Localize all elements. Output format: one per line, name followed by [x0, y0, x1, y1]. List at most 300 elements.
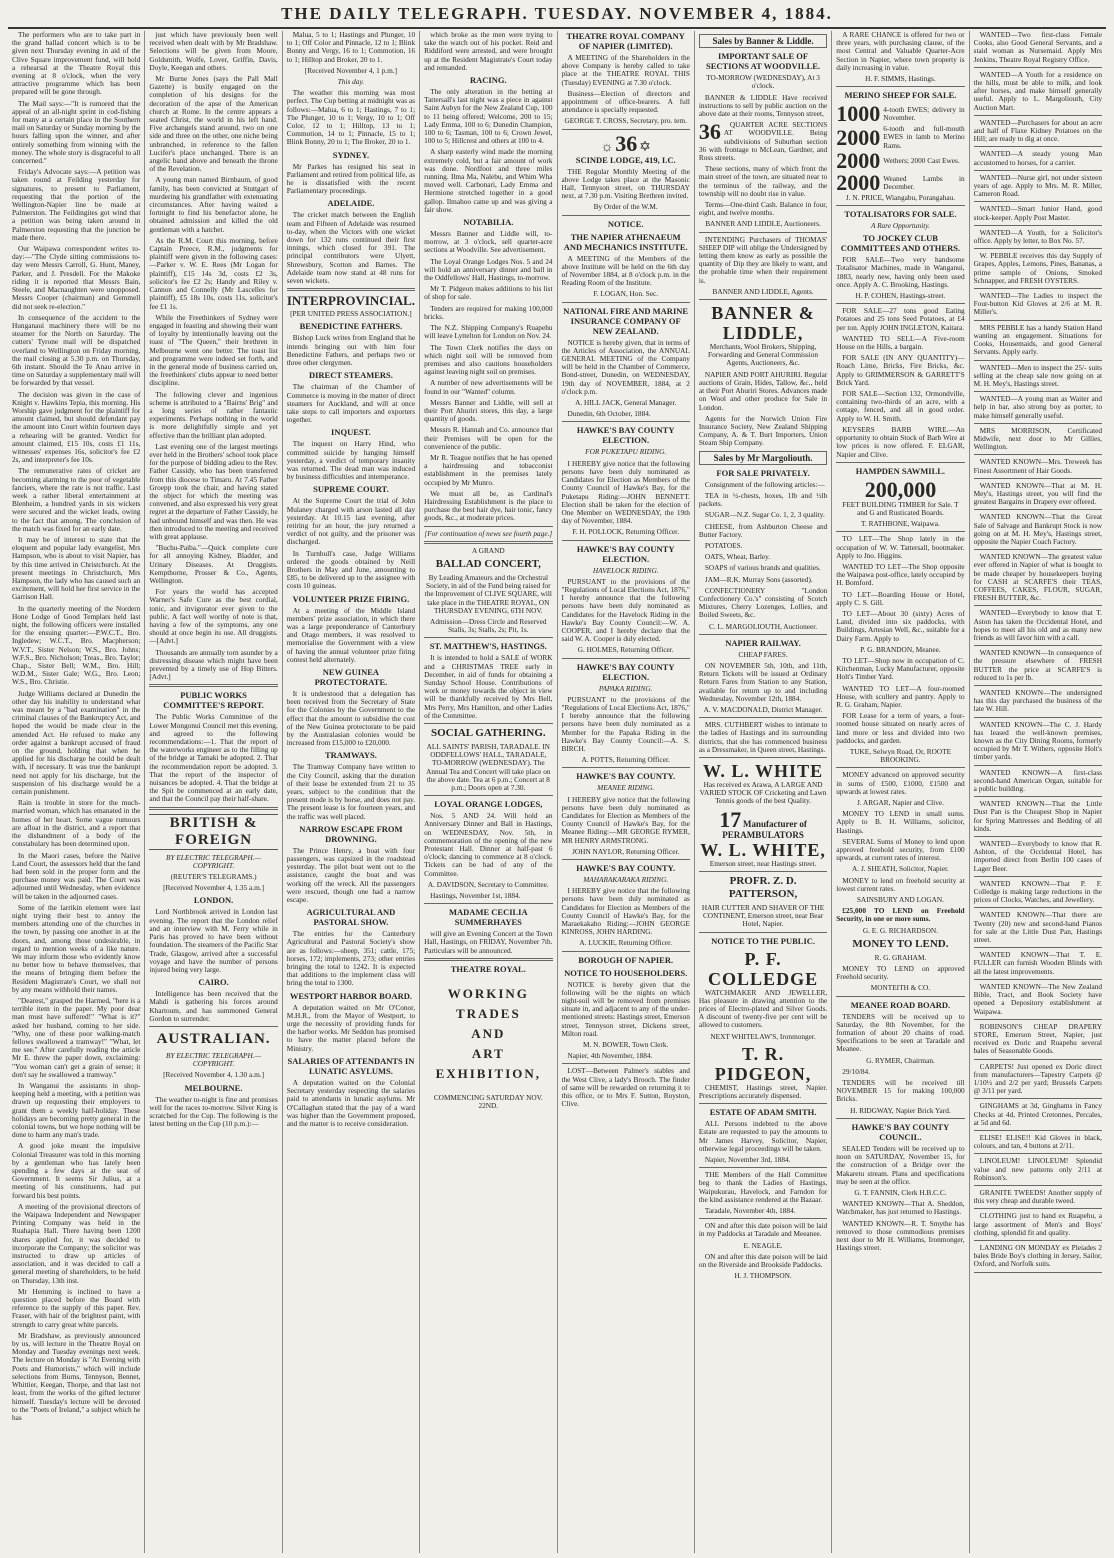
- divider: [974, 146, 1102, 147]
- paragraph: WANTED—The Ladies to inspect the Four-button Kid Gloves at 2/6 at M. R. Miller's.: [973, 291, 1102, 317]
- borough-sub: NOTICE TO HOUSEHOLDERS.: [564, 967, 688, 978]
- money-to-lend: MONEY TO LEND.: [852, 937, 949, 950]
- banner-liddle-banner: BANNER & LIDDLE,: [711, 303, 815, 344]
- col1-paragraphs: [12, 31, 140, 1422]
- paragraph: WANTED KNOWN—The New Zealand Bible, Tract, and Book Society have opened a Depository establishment at Waipawa.: [973, 981, 1102, 1016]
- divider: [836, 86, 964, 87]
- inquest-text: The inquest on Harry Hind, who committed suicide by hanging himself yesterday, a verdict of temporary insanity was returned. The dead man was induced by business difficulties and intemperance.: [286, 439, 416, 482]
- westport-heading: WESTPORT HARBOR BOARD.: [289, 990, 412, 1001]
- divider: [974, 1208, 1102, 1209]
- australian-heading: AUSTRALIAN.: [156, 1030, 271, 1047]
- nfm-sign: A. HILL JACK, General Manager.: [575, 398, 677, 408]
- divider: [974, 423, 1102, 424]
- merino-row: [836, 125, 964, 150]
- paragraph: WANTED—A Youth for a residence on the hills, must be able to milk, and look after horses, and make himself generally useful. Apply to L. Margoliouth, City Auction Mart.: [973, 69, 1102, 112]
- hb5-sign: A. LUCKIE, Returning Officer.: [579, 938, 673, 948]
- paragraph: Rain is trouble in store for the much-married woman, which has emanated in the homes of her heart. Some vague rumours are afloat in the district, and a report that the disbandment of a body of the constabulary has been determined upon.: [12, 798, 141, 849]
- patterson-text: HAIR CUTTER AND SHAVER OF THE CONTINENT, Emerson street, near Bear Hotel, Napier.: [701, 903, 825, 929]
- divider: [149, 1026, 277, 1027]
- concert-admission: Admission—Dress Circle and Reserved Stalls, 3s; Stalls, 2s; Pit, 1s.: [430, 616, 547, 635]
- divider: [974, 1059, 1102, 1060]
- paragraph: The Mail says:—"It is rumored that the appeal of an all-night sprint in cod-fishing for many at a certain place in the Southern mail on Saturday or Sunday morning by the hours falling upon the winner, and after entirely something from winning with the money. The whole story is disgraceful to all concerned.": [12, 98, 141, 166]
- ds-heading: DIRECT STEAMERS.: [308, 370, 393, 381]
- hb2-sign: G. HOLMES, Returning Officer.: [577, 645, 674, 655]
- col2-paragraphs: [149, 31, 277, 681]
- bf-sub: BY ELECTRIC TELEGRAPH.—COPYRIGHT.: [166, 852, 262, 870]
- divider: [424, 903, 552, 904]
- paragraph: ELISE! ELISE!! Kid Gloves in black, colours, and tan, 4 buttons at 2/11.: [973, 1132, 1102, 1151]
- estate-heading: ESTATE OF ADAM SMITH.: [709, 1107, 817, 1118]
- railway-sub: CHEAP FARES.: [738, 649, 788, 659]
- estate-date: Napier, November 3rd, 1884.: [704, 1155, 791, 1165]
- to-let-1: TO LET—The Shop lately in the occupation of W. W. Tattersall, bootmaker. Apply to Jno. Higgins.: [836, 534, 965, 560]
- divider: [974, 1130, 1102, 1131]
- paragraph: WANTED—A steady young Man accustomed to horses, for a carrier.: [973, 149, 1102, 167]
- athenaeum-heading: THE NAPIER ATHENAEUM AND MECHANICS INSTITUTE.: [563, 231, 688, 252]
- volunteer-text: At a meeting of the Middle Island members' prize association, in which there was a large preponderance of Canterbury and Otago members, it was resolved to memorialise the Government with a view of having the annual volunteer prize firing contest held alternately.: [286, 605, 416, 664]
- masthead: THE DAILY TELEGRAPH. TUESDAY. NOVEMBER 4, 1884.: [8, 4, 1106, 29]
- hb4-heading: HAWKE'S BAY COUNTY.: [576, 771, 676, 782]
- county-council-text: SEALED Tenders will be received up to noon on SATURDAY, November 15, for the construction of a Bridge over the Makaretu stream. Plans and specifications may be seen at the office.: [836, 1143, 965, 1186]
- divider: [974, 391, 1102, 392]
- paragraph: Some of the larrikin element were last night trying their best to annoy the members attending one of the churches in the town, by passing one another in at the doors, and, among those undesirable, in regard to mention weeks of a like nature. We may inform those who evidently know no better how to behave themselves, that the means of bringing them before the Resident Magistrate's Court, we shall not by any means withhold their names.: [12, 902, 141, 994]
- divider: [699, 1167, 827, 1168]
- meanee-road-text: TENDERS will be received up to Saturday, the 8th November, for the formation of about 20 chains of road. Specifications to be seen at Taradale and Meanee.: [836, 1011, 965, 1054]
- lend-sign: G. E. G. RICHARDSON.: [862, 925, 939, 935]
- hb1-heading: HAWKE'S BAY COUNTY ELECTION.: [576, 425, 675, 446]
- salaries-heading: SALARIES OF ATTENDANTS IN LUNATIC ASYLUMS.: [287, 1055, 415, 1076]
- theatre-company-text: A MEETING of the Shareholders in the above Company is hereby called to take place at the THEATRE ROYAL THIS (Tuesday) EVENING at 7.30 o'clock.: [561, 53, 690, 87]
- wanted-known-1: WANTED KNOWN—That A. Sheddon, Watchmaker, has just returned to Hastings.: [836, 1199, 965, 1217]
- sheep-dip-text: INTENDING Purchasers of THOMAS' SHEEP DIP will oblige the Undersigned by letting them know as early as possible the quantity of Dip they are likely to want, and the probable time when their requirement is.: [698, 234, 828, 285]
- merino-count: 1000: [836, 101, 881, 127]
- money-4: MONEY to lend on freehold security at lowest current rates.: [836, 875, 965, 893]
- hampden-heading: HAMPDEN SAWMILL.: [855, 465, 946, 476]
- woodville-text-b: QUARTER ACRE SECTIONS AT WOODVILLE. Being subdivisions of Suburban section 36 with frontage to McLean, Gardner, and Ross streets.: [698, 120, 828, 163]
- divider: [974, 170, 1102, 171]
- paragraph: LINOLEUM! LINOLEUM! Splendid value and new patterns only 2/11 at Robinson's.: [973, 1156, 1102, 1182]
- sydney-text: Mr Parkes has resigned his seat in Parliament and retired from political life, as he is dissatisfied with the recent Parliamentary proceedings.: [286, 161, 416, 196]
- paragraph: The following clever and ingenious scheme is attributed to a "Bairns' Brig" and a long series of rather fantastic experiments. Perhaps nothing in the world is more delightfully simple and yet effective than the brilliant plan adopted.: [149, 389, 278, 440]
- continuation-note: [For continuation of news see fourth page.]: [424, 528, 553, 538]
- paragraph: WANTED—A young man as Waiter and help in bar, also strong boy as porter, to make himself generally useful.: [973, 394, 1102, 420]
- paragraph: Messrs R. Hannah and Co. announce that their Premises will be open for the convenience of the public.: [424, 425, 553, 451]
- paragraph: just which have previously been well received when dealt with by Mr Bradshaw. Selections will be given from Moore, Goldsmith, Wolfe, Lover, Griffin, Davis, Doyle, Keegan and others.: [149, 31, 278, 72]
- theatre-company-sign: GEORGE T. CROSS, Secretary, pro. tem.: [564, 116, 687, 126]
- divider: [974, 225, 1102, 226]
- paragraph: Thousands are annually torn asunder by a distressing disease which might have been prevented by a timely use of Hop Bitters. [Advt.]: [149, 647, 278, 682]
- divider: [974, 454, 1102, 455]
- banner-liddle-desc-b: NAPIER AND PORT AHURIRI. Regular auctions of Grain, Hides, Tallow, &c., held at their Port Ahuriri Stores. Advances made on Wool and other produce for Sale in London.: [698, 369, 828, 412]
- madame-heading: MADAME CECILIA SUMMERHAYES: [449, 907, 528, 928]
- hampden-sign: T. RATHBONE, Waipawa.: [861, 519, 940, 529]
- westport-text: A deputation waited on Mr O'Conor, M.H.R., from the Mayor of Westport, to urge the necessity of providing funds for the harbor works. Mr Seddon has promised to have the matter placed before the Ministry.: [286, 1002, 416, 1053]
- divider: [699, 299, 827, 300]
- paragraph: WANTED KNOWN—That the Little Dust Pan is the Cheapest Shop in Napier for Spring Mattresses and Bedding of all kinds.: [973, 799, 1102, 833]
- colledge-banner: P. F. COLLEDGE: [708, 948, 819, 989]
- merino-row: [836, 103, 964, 125]
- divider: [974, 115, 1102, 116]
- divider: [836, 996, 964, 997]
- divider: [836, 767, 964, 768]
- hb3-sub: PAPAKA RIDING.: [598, 683, 653, 693]
- divider: [699, 634, 827, 635]
- divider: [424, 958, 552, 961]
- cairo-heading: CAIRO.: [198, 977, 229, 988]
- meanee-road-date: 29/10/84.: [842, 1066, 871, 1076]
- paragraph: GINGHAMS at 3d, Ginghams in Fancy Checks at 4d, Printed Cretonnes, Percales, at 5d and 6d.: [973, 1101, 1102, 1127]
- notabilia-heading: NOTABILIA.: [463, 217, 514, 228]
- bf-agency: (REUTER'S TELEGRAMS.): [170, 872, 257, 882]
- divider: [562, 215, 690, 216]
- paragraph: WANTED KNOWN—That the Great Sale of Salvage and Bankrupt Stock is now going on at M. H. Mey's, Hastings street, opposite the Napier Coach Factory.: [973, 512, 1102, 546]
- paragraph: Messrs Banner and Liddle will, to-morrow, at 3 o'clock, sell quarter-acre sections at Woodville. See advertisement.: [424, 229, 553, 255]
- hb3-text: PURSUANT to the provisions of the "Regulations of Local Elections Act, 1876," I hereby announce that the following persons have been duly nominated as a Member for the Papaka Riding in the Hawke's Bay County Council:—A. S. BIRCH.: [561, 694, 690, 753]
- rare-chance-text: A RARE CHANCE is offered for two or three years, with purchasing clause, of the most Central and Valuable Quarter-Acre Section in Napier, where town property is daily increasing in value.: [836, 31, 965, 72]
- merino-heading: MERINO SHEEP FOR SALE.: [844, 90, 957, 101]
- orange-lodges-text: Nos. 5 AND 24. Will hold an Anniversary Dinner and Ball in Hastings, on WEDNESDAY, Nov. 5th, in commemoration of the opening of the new Protestant Hall. Dinner at half-past 6 o'clock; dancing to commence at 8 o'clock. Tickets can be had of any of the Committee.: [424, 811, 553, 878]
- for-sale-2: WANTED TO SELL—A Five-room House on the Hills, a bargain.: [836, 333, 965, 352]
- merino-count: 2000: [836, 169, 881, 195]
- margoliouth-heading: Sales by Mr Margoliouth.: [699, 451, 827, 465]
- exhibition-date: COMMENCING SATURDAY NOV. 22ND.: [433, 1092, 543, 1111]
- pidgeon-text: CHEMIST, Hastings street, Napier. Prescriptions accurately dispensed.: [698, 1082, 828, 1101]
- jockey-club-sign: H. P. COHEN, Hastings-street.: [855, 291, 946, 301]
- hb5-text: I HEREBY give notice that the following persons have been duly nominated as Candidates for Election as Members of the County Council of Hawke's Bay, for the Maraekakaho Riding:—JOHN GEORGE KINROSS, JOHN HARDING.: [561, 886, 690, 937]
- divider: [836, 531, 964, 532]
- hb4-sign: JOHN NAYLOR, Returning Officer.: [572, 846, 680, 856]
- aus-sub: BY ELECTRIC TELEGRAPH.—COPYRIGHT.: [166, 1050, 262, 1069]
- to-let-4: TO LET—About 30 (sixty) Acres of Land, divided into six paddocks, with Buildings, Artesian Well, &c., suitable for a Dairy Farm. Apply to: [836, 608, 965, 643]
- paragraph: WANTED KNOWN—That there are Twenty (20) new and second-hand Pianos for sale at the Little Dust Pan, Hastings street.: [973, 910, 1102, 945]
- lease-text: FOR Lease for a term of years, a four-roomed house situated on nearly acres of land more or less and divided into two paddocks, and garden.: [836, 711, 965, 745]
- tramways-heading: TRAMWAYS.: [324, 750, 377, 761]
- nfm-date: Dunedin, 6th October, 1884.: [567, 409, 651, 419]
- paragraph: WANTED KNOWN—That T. E. FULLER can furnish Wooden Blinds with all the latest improvements.: [973, 950, 1102, 976]
- white-text-3: Emerson street, near Hastings street.: [709, 858, 817, 868]
- inquest-heading: INQUEST.: [331, 427, 371, 438]
- column-1: [8, 31, 144, 1553]
- paragraph: MRS PEBBLE has a handy Station Hand wanting an engagement. Situations for Cooks, Housemaids, and good General Servants. Apply early.: [973, 322, 1102, 357]
- cuthbert-text: MRS. CUTHBERT wishes to intimate to the ladies of Hastings and its surrounding districts, that she has commenced business as a Dressmaker, in Queen street, Hastings.: [698, 720, 828, 754]
- athenaeum-sign: F. LOGAN, Hon. Sec.: [593, 289, 659, 299]
- salaries-text: A deputation waited on the Colonial Secretary yesterday respecting the salaries paid to attendants in lunatic asylums. Mr O'Callaghan stated that the pay of a ward was higher than the Government proposed, and the matter is to receive consideration.: [286, 1077, 416, 1128]
- divider: [562, 658, 690, 659]
- hall-text: THE Members of the Hall Committee beg to thank the Ladies of Hastings, Waipukurau, Havelock, and Farndon for the kind assistance rendered at the Bazaar.: [698, 1170, 828, 1204]
- column-6: [694, 31, 831, 1553]
- hb1-text: I HEREBY give notice that the following persons have been duly nominated as Candidates for Election as Members of the County Council of Hawke's Bay, for the Puketapu Riding:—JOHN BENNETT. Election shall be taken for the election of One Member on WEDNESDAY, the 19th day of November, 1884.: [561, 458, 690, 526]
- lodge-number: 36: [615, 130, 638, 156]
- paragraph: CONFECTIONERY "London Confectionery Co.'s" consisting of Scotch Mixtures, Cherry Lozenges, Lollies, and Boiled Sweets, &c.: [698, 585, 828, 620]
- tramways-text: The Tramway Company have written to the City Council, asking that the duration of their lease be extended from 21 to 35 years, subject to the condition that the present mode is by horse, and does not pay. The present lease is for fourteen years, and the traffic was well placed.: [286, 762, 416, 821]
- interprovincial-sub: [PER UNITED PRESS ASSOCIATION.]: [290, 309, 412, 319]
- poison-notice-1-sign: E. NEAGLE.: [743, 1240, 783, 1250]
- divider: [699, 717, 827, 718]
- paragraph: WANTED KNOWN—In consequence of the pressure elsewhere of FRESH BUTTER the price at SCARFE'S is reduced to 1s per lb.: [973, 648, 1102, 682]
- divider: [836, 1118, 964, 1119]
- column-7: [831, 31, 968, 1553]
- margoliouth-sign: C. L. MARGOLIOUTH, Auctioneer.: [709, 621, 818, 631]
- railway-sign: A. V. MACDONALD, District Manager.: [703, 704, 823, 714]
- ds-text: The chairman of the Chamber of Commerce is moving in the matter of direct steamers for Auckland, and will at once take steps to call importers and exporters together.: [286, 382, 416, 425]
- merino-desc: 6-tooth and full-mouth EWES in lamb to Merino Rams.: [883, 124, 965, 150]
- to-let-3: TO LET—Boarding House or Hotel, apply C. S. Gill.: [836, 589, 965, 607]
- concert-body: By Leading Amateurs and the Orchestral Society, in aid of the Fund being raised for the Improvement of CLIVE SQUARE, will take place in the THEATRE ROYAL, ON THURSDAY EVENING, 6TH NOV.: [424, 572, 552, 615]
- paragraph: WANTED—A Youth, for a Solicitor's office. Apply by letter, to Box No. 57.: [973, 227, 1102, 246]
- divider: [974, 248, 1102, 249]
- paragraph: CARPETS! Just opened ex Doric direct from manufacturers—Tapestry Carpets @ 1/10½ and 2/2 per yard; Brussels Carpets @ 3/11 per yard.: [973, 1061, 1102, 1096]
- divider: [562, 951, 690, 952]
- bricks-text: TENDERS will be received till NOVEMBER 15 for making 100,000 Bricks.: [836, 1078, 965, 1104]
- aus-text: The weather to-night is fine and promises well for the races to-morrow. Silver King is scratched for the Cup. The following is the latest betting on the Cup (10 p.m.):—: [149, 1094, 278, 1129]
- jockey-club-heading: TO JOCKEY CLUB COMMITTEES AND OTHERS.: [840, 233, 961, 254]
- masonic-emblem-block: [562, 130, 690, 156]
- divider: [974, 1185, 1102, 1186]
- divider: [974, 1272, 1102, 1273]
- divider: [287, 288, 415, 291]
- divider: [974, 360, 1102, 361]
- paragraph: GRANITE TWEEDS! Another supply of this very cheap and durable tweed.: [973, 1187, 1102, 1206]
- new-guinea-text: It is understood that a delegation has been received from the Secretary of State for the Colonies by the Government to the effect that the amount to subsidise the cost of the New Guinea protectorate to be paid by the Australasian colonies would be increased from £15,000 to £20,000.: [286, 688, 416, 748]
- divider: [424, 541, 552, 544]
- white-number: 17: [719, 806, 742, 832]
- paragraph: A number of new advertisements will be found in our "Wanted" column.: [424, 378, 553, 396]
- for-sale-1: FOR SALE—27 tons good Eating Potatoes and 25 tons Seed Potatoes, at £4 per ton. Apply JOHN INGLETON, Kaitara.: [836, 306, 965, 332]
- col4-p1: which broke as the men were trying to take the watch out of his pocket. Reid and Riddiford were arrested, and were brought up at the Resident Magistrate's Court today and remanded.: [424, 31, 553, 72]
- divider: [699, 1103, 827, 1104]
- hb1-sub: FOR PUKETAPU RIDING.: [585, 447, 667, 457]
- paragraph: "Buchu-Paiba."—Quick complete cure for all annoying Kidney, Bladder, and Urinary Diseases. At Druggists. Kempthorne, Prosser & Co., Agents, Wellington.: [149, 543, 278, 585]
- hb2-text: PURSUANT to the provisions of the "Regulations of Local Elections Act, 1876," I hereby announce that the following persons have been duly nominated as Candidates for the Havelock Riding in the Hawke's Bay County Council:—W. A. COOPER, and I hereby declare that the said W. A. Cooper is duly elected.: [561, 576, 690, 644]
- columns: [8, 31, 1106, 1553]
- theatre-royal-head: THEATRE ROYAL.: [450, 963, 526, 974]
- paragraph: While the Freethinkers of Sydney were engaged in feasting and showing their want of loyalty by intentionally leaving out the toast of "The Queen," their brethren in Melbourne went one better. The toast list and programme were indeed set forth, and in the general mode of business carried on, the freethinkers' clubs appear to need better discipline.: [149, 312, 278, 388]
- divider: [836, 303, 964, 304]
- narrow-escape-text: The Prince Henry, a boat with four passengers, was capsized in the roadstead yesterday. The pilot boat went out to the assistance, caught the boat and was working off the wreck. All the passengers were rescued, though one had a narrow escape.: [286, 845, 416, 905]
- divider: [424, 723, 552, 724]
- woodville-text: BANNER & LIDDLE Have received instructions to sell by public auction on the above date at their rooms, Tennyson street,: [698, 92, 828, 119]
- to-let-6: WANTED TO LET—A four-roomed House, with scullery and pantry. Apply to R. G. Graham, Napier.: [836, 683, 965, 709]
- divider: [974, 836, 1102, 837]
- masonic-compass-icon: ✡: [639, 139, 651, 155]
- section-number: 36: [698, 119, 721, 145]
- paragraph: WANTED—Everybody to know that R. Ashton, of the Occidental Hotel, has imported direct from Berlin 100 cases of Lager Beer.: [973, 839, 1102, 873]
- money-2: MONEY TO LEND in small sums. Apply to B. H. Williams, solicitor, Hastings.: [836, 809, 965, 835]
- to-let-5: TO LET—Shop now in occupation of C. Kitchenman, Lucky Manufacturer, opposite Holt's Timber Yard.: [836, 655, 965, 682]
- paragraph: The Town Clerk notifies the days on which night soil will be removed from premises and also cautions householders against leaving night soil on premises.: [424, 342, 553, 377]
- divider: [974, 478, 1102, 479]
- money-1-sign: J. ARGAR, Napier and Clive.: [856, 798, 944, 807]
- paragraph: The decision was given in the case of Knight v. Hawkins Tepia, this morning. His Worship gave judgment for the plaintiff for amount claimed, but should defendant pay the amount into Court within fourteen days a rehearing will be granted. Verdict for amount claimed, £15 10s, costs £1 11s, witnesses' expenses 16s, solicitor's fee £2 2s, and interpreter's fee 10s.: [12, 389, 141, 465]
- paragraph: WANTED KNOWN—The undersigned has this day purchased the business of the late W. Hill.: [973, 688, 1102, 714]
- paragraph: A meeting of the provisional directors of the Waipawa Independent and Newspaper Printing Company was held in the Ruahapia Hall. There having been 1200 shares applied for, it was decided to incorporate the Company; the solicitor was instructed to draw up articles of association, and it was decided to call a general meeting of shareholders, to be held on Thursday, 13th inst.: [12, 1201, 141, 1285]
- divider: [974, 947, 1102, 948]
- paragraph: MRS MORRISON, Certificated Midwife, next door to Mr Gillies, Wellington.: [973, 425, 1102, 452]
- divider: [562, 540, 690, 541]
- paragraph: Our Waipawa correspondent writes to-day:—"The Clyde sitting commissions to-day were Messrs Carroll, G. Hunt, Maney, Parker, and J. Presdell. For the Makoke riding it is reported that Messrs Bain, Steele, and Macnaughten were unopposed. Messrs Cooper (chairman) and Gemmell did not seek re-election.": [12, 244, 141, 311]
- money-to-lend-2-sign: MONTEITH & CO.: [870, 983, 931, 993]
- st-matthews-text: It is intended to hold a SALE of WORK and a CHRISTMAS TREE early in December, in aid of funds for obtaining a Sunday School House. Contributions of work or money towards the object in view will be thankfully received by Mrs Bell, Mrs Perry, Mrs Hamilton, and other Ladies of the Committee.: [424, 653, 553, 720]
- county-council-heading: HAWKE'S BAY COUNTY COUNCIL.: [851, 1121, 950, 1142]
- column-3: [282, 31, 419, 1553]
- paragraph: Last evening one of the largest meetings ever held in the Brothers' school took place for the purpose of bidding adieu to the Rev. Father Cassidy, who has been transferred from this diocese to Timaru. At 7.45 Father Groepp took the chair, and having stated the object for which the meeting was convened, and also expressed his very great regret at the departure of Father Cassidy, he had unbound himself and was then. He was then introduced to the meeting and received with great applause.: [149, 441, 278, 541]
- racing-text: The only alteration in the betting at Tattersall's last night was a piece in against Saint Aubyn for the New Zealand Cup, 100 to 11 being offered; Welcome, 200 to 15; Lady Emma, 100 to 6; Dunedin Champion, 100 to 6; Tasman, 100 to 6; Crown Jewel, 100 to 5; Hillcrest and others at 100 to 4.: [424, 87, 553, 146]
- divider: [974, 605, 1102, 606]
- money-to-lend-sign: R. G. GRAHAM.: [874, 952, 927, 962]
- woodville-date: TO-MORROW (WEDNESDAY), At 3 o'clock.: [706, 73, 820, 91]
- classifieds-list: [974, 31, 1102, 1273]
- paragraph: WANTED—Everybody to know that T. Aston has taken the Occidental Hotel, and hopes to meet all his old and as many new friends as will favor him with a call.: [973, 608, 1102, 642]
- hb4-sub: MEANEE RIDING.: [597, 783, 655, 793]
- pidgeon-banner: T. R. PIDGEON,: [714, 1043, 812, 1084]
- poster-line: ART: [471, 1045, 505, 1061]
- colledge-text: WATCHMAKER AND JEWELLER, Has pleasure in drawing attention to the prices of Electro-plated and Silver Goods. A discount of twenty-five per cent will be allowed to customers.: [698, 987, 828, 1030]
- divider: [562, 302, 690, 303]
- estate-text: ALL Persons indebted to the above Estate are requested to pay the amounts to Mr James Harvey, Solicitor, Napier, otherwise legal proceedings will be taken.: [698, 1119, 828, 1153]
- paragraph: Malua, 5 to 1; Hastings and Plunger, 10 to 1; Off Color and Pinnacle, 12 to 1; Blink Bonny and Vergy, 16 to 1; Commotion, 16 to 1; Hilltop and Broker, 20 to 1.: [286, 31, 416, 64]
- theatre-company-business: Business—Election of directors and appointment of office-bearers. A full attendance is specially requested.: [561, 88, 690, 115]
- col4-p2: A sharp easterly wind made the morning extremely cold, but a fair amount of work was done. Nordfoot and three miles running. Ilma Ma, Nalebu, and Whim Wha moved well. Carbonari, Lady Emma and Hermione stretched together in a good gallop. Ilmahoo came up and was giving a fair show.: [424, 147, 553, 214]
- paragraph: In consequence of the accident to the Hunganaui machinery there will be no steamer for the North on Saturday. The cutters' Tyrone mail will be dispatched overland to Wellington on Friday morning, the mail closing at 5.30 p.m. on Thursday, 6th instant. Should the Te Anau arrive in time on Saturday a supplementary mail will be forwarded by that vessel.: [12, 312, 141, 388]
- divider: [562, 767, 690, 768]
- adelaide-heading: ADELAIDE.: [327, 198, 375, 209]
- paragraph: Mr Bradshaw, as previously announced by us, will lecture in the Theatre Royal on Monday and Tuesday evenings next week. The lecture on Monday is "At Evening with Poets and Humorists," which will include selections from Burns, Tennyson, Bennet, Whittier, Keegan, Thorpe, and that last not least, from the works of the gifted lecturer himself. Tuesday's lecture will be devoted to the "Poets of Ireland," a subject which he has: [12, 1330, 141, 1422]
- paragraph: "Dearest," grasped the Harmed, "here is a terrible item in the paper. My poor dear man must have suffered!" "What is it?" asked her husband, coming to her side. "Why, one of these poor walking-match fellows swallowed a tramway!" "What, let me see." After carefully reading the article Mr E. threw the paper down, exclaiming: "You woman can't get a grain of sense; it don't say he swallowed a tramway.": [12, 995, 141, 1079]
- colledge-sign: NEXT WHITELAW'S, Ironmonger.: [710, 1031, 816, 1041]
- paragraph: Messrs Banner and Liddle, will sell at their Port Ahuriri stores, this day, a large quantity of goods.: [424, 397, 553, 424]
- merino-count: 2000: [836, 124, 881, 150]
- private-sale-text: Consignment of the following articles:—: [704, 479, 825, 489]
- new-guinea-heading: NEW GUINEA PROTECTORATE.: [314, 666, 388, 687]
- white-text-2: Manufacturer of PERAMBULATORS: [722, 818, 807, 840]
- divider: [836, 205, 964, 206]
- concert-pre: A GRAND: [471, 545, 505, 555]
- borough-heading: BOROUGH OF NAPIER.: [578, 954, 674, 965]
- paragraph: CHEESE, from Ashburton Cheese and Butter Factory.: [698, 521, 828, 539]
- paragraph: WANTED—Smart Junior Hand, good stock-keeper. Apply Post Master.: [973, 204, 1102, 222]
- divider: [424, 637, 552, 638]
- divider: [974, 288, 1102, 289]
- hb2-heading: HAWKE'S BAY COUNTY ELECTION.: [576, 543, 675, 564]
- woodville-heading: IMPORTANT SALE OF SECTIONS AT WOODVILLE.: [706, 51, 821, 72]
- merino-desc: Weaned Lambs in December.: [883, 173, 965, 191]
- divider: [974, 979, 1102, 980]
- masonic-star-icon: ☼: [600, 139, 614, 155]
- poster-line: EXHIBITION,: [435, 1065, 542, 1081]
- column-4: [419, 31, 556, 1553]
- orange-lodges-heading: LOYAL ORANGE LODGES,: [434, 799, 543, 810]
- divider: [974, 1019, 1102, 1020]
- paragraph: W. PEBBLE receives this day Supply of Grapes, Apples, Lemons, Pines, Bananas, a prime sample of Onions, Smoked Schnapper, and FRESH OYSTERS.: [973, 251, 1102, 285]
- meanee-road-heading: MEANEE ROAD BOARD.: [850, 999, 951, 1010]
- col3-received: [Received November 4, 1 p.m.]: [304, 65, 398, 75]
- column-5: [557, 31, 694, 1553]
- private-sale-items: [699, 492, 827, 620]
- pwc-text: The Public Works Committee of the Lower Mongonui Council met this evening, and agreed to the following recommendations:—1. That the report of the waterworks engineer as to the filling up of the bridge at Tamaki be adopted. 2. That the recommendation report be adopted. 3. That the report of the inspector of nuisances be adopted. 4. That the bridge at the Spit be commenced at an early date, and that the Council pay their half-share.: [149, 712, 278, 804]
- social-gathering-title: SOCIAL GATHERING.: [430, 727, 546, 740]
- notice-heading: NOTICE.: [607, 218, 644, 229]
- concert-title: BALLAD CONCERT,: [435, 557, 541, 570]
- divider: [974, 201, 1102, 202]
- banner-liddle-desc-c: Agents for the Norwich Union Fire Insurance Society, New Zealand Shipping Company, A. & T. Burt Importers, Union Steam Ship Company.: [698, 413, 828, 448]
- merino-row: [836, 147, 964, 173]
- madame-text: will give an Evening Concert at the Town Hall, Hastings, on FRIDAY, November 7th. Particulars will be announced.: [424, 929, 553, 955]
- divider: [699, 871, 827, 872]
- supreme-court-text-2: In Turnbull's case, Judge Williams ordered the goods obtained by Neill Brothers in May and June, amounting to £85, to be delivered up to the assignee with costs 10 guineas.: [286, 548, 416, 591]
- banner-liddle-heading: Sales by Banner & Liddle.: [699, 34, 827, 48]
- paragraph: We must all be, as Cardinal's Hairdressing Establishment is the place to purchase the best hair dye, hair tonic, fancy goods, &c., at moderate prices.: [424, 488, 553, 523]
- woodville-sign: BANNER AND LIDDLE, Auctioneers.: [705, 219, 821, 229]
- paragraph: SUGAR—N.Z. Sugar Co. 1, 2, 3 quality.: [704, 510, 825, 520]
- paragraph: As the R.M. Court this morning, before Captain Preece, R.M., judgments for plaintiff were given in the following cases:—Parker v. W. E. Rees (Mr Logan for plaintiff), £15 14s 3d, costs £2 3s, solicitor's fee £2 2s; Handy and Riley v. Cannon and Connelly (Mr Lascelles for plaintiff), £5 18s 10s, costs 11s, solicitor's fee £1 1s.: [149, 235, 278, 311]
- bricks-sign: H. RIDGWAY, Napier Brick Yard.: [850, 1105, 951, 1115]
- railway-text: ON NOVEMBER 5th, 10th, and 11th, Return Tickets will be issued at Ordinary Return Fares from Station to any Station, available for return up to and including Wednesday, November 12th, 1884.: [698, 660, 828, 703]
- paragraph: Mr T. Pidgeon makes additions to his list of shop for sale.: [424, 284, 553, 302]
- paragraph: The remunerative rates of cricket are becoming alarming to the poor of vegetable fanciers, where the rate is not traffic. Last week a rather liberal entertainment at Blenheim, a hundred yards in six wickets were secured and the wicket leads, owing to the fact that among. The conclusion of the match was fixed for an early date.: [12, 466, 141, 533]
- hampden-number: 200,000: [864, 476, 937, 502]
- divider: [974, 1153, 1102, 1154]
- to-let-2: WANTED TO LET—The Shop opposite the Waipawa post-office, lately occupied by H. Bomford.: [836, 561, 965, 588]
- divider: [424, 526, 552, 527]
- totalisators-heading: TOTALISATORS FOR SALE.: [844, 209, 957, 220]
- paragraph: WANTED—Two first-class Female Cooks, also Good General Servants, and a staid woman as Nursemaid. Apply Mrs Jenkins, Theatre Royal Registry Office.: [973, 31, 1102, 64]
- british-foreign-heading: BRITISH & FOREIGN: [149, 814, 277, 850]
- paragraph: WANTED KNOWN—Mrs. Treweek has Finest Assortment of Hair Goods.: [973, 457, 1102, 475]
- lease-sign: TUKE, Selwyn Road, Or, ROOTE BROOKING.: [849, 746, 952, 765]
- paragraph: The performers who are to take part in the grand ballad concert which is to be given next Thursday evening in aid of the Clive Square improvement fund, will hold a rehearsal at the Theatre Royal this evening at 8 o'clock, when the very attractive programme which has been prepared will be gone through.: [12, 31, 141, 97]
- agricultural-text: The entries for the Canterbury Agricultural and Pastoral Society's show are as follows:—sheep, 351; cattle, 175; horses, 172; implements, 273; other entries bringing the total to 1242. It is expected that additions to the implement class will bring the total to 1300.: [286, 929, 416, 988]
- private-sale-heading: FOR SALE PRIVATELY.: [716, 467, 810, 478]
- paragraph: Mr Hemming is inclined to have a question placed before the Board with reference to the supply of this paper. Rev. Fraser, with hair of the brightest paint, with strength to carry great white parcels.: [12, 1286, 141, 1329]
- paragraph: The N.Z. Shipping Company's Ruapehu will leave Lyttelton for London on Nov. 24.: [424, 323, 553, 341]
- column-2: [144, 31, 281, 1553]
- merino-desc: Wethers; 2000 Cast Ewes.: [883, 155, 960, 165]
- divider: [562, 859, 690, 860]
- poison-notice-1: ON and after this date poison will be laid in my Paddocks at Taradale and Meeanee.: [698, 1221, 828, 1239]
- pwc-heading: PUBLIC WORKS COMMITTEE'S REPORT.: [163, 690, 264, 711]
- hb5-heading: HAWKE'S BAY COUNTY.: [576, 863, 676, 873]
- merino-desc: 4-tooth EWES; delivery in November.: [883, 105, 965, 123]
- paragraph: The Loyal Orange Lodges Nos. 5 and 24 will hold an anniversary dinner and ball in the Oddfellows' Hall, Hastings, to-morrow.: [424, 256, 553, 283]
- for-sale-4: FOR SALE—Section 132, Ormondville, containing two-thirds of an acre, with a cottage, fenced, and all in good order. Apply to W. H. Smith.: [836, 389, 965, 423]
- divider: [974, 907, 1102, 908]
- scinde-lodge-sign: By Order of the W.M.: [593, 202, 658, 212]
- hb3-heading: HAWKE'S BAY COUNTY ELECTION.: [576, 661, 675, 682]
- paragraph: Tenders are required for making 100,000 bricks.: [424, 303, 553, 321]
- poster-line: TRADES: [455, 1005, 521, 1021]
- paragraph: Friday's Advocate says:—A petition was taken round at Feilding yesterday for signatures, to present to Parliament, requesting that the portion of the Wellington-Napier line be made at Palmerston. The Feildingites got wind that a petition was being taken around in Palmerston requesting that the junction be made there.: [12, 167, 141, 242]
- paragraph: POTATOES.: [704, 540, 743, 550]
- paragraph: OATS, Wheat, Barley.: [704, 552, 771, 562]
- divider: [974, 765, 1102, 766]
- divider: [699, 757, 827, 758]
- divider: [562, 421, 690, 422]
- white-text-1: Has received ex Arawa, A LARGE AND VARIED STOCK OF Cricketing and Lawn Tennis goods of the best Quality.: [699, 780, 827, 806]
- adelaide-text: The cricket match between the English team and Fifteen of Adelaide was resumed to-day, when the Victors with one wicket down for 132 runs continued their first innings, which closed for 391. The principal contributors were Ulyett, Shrewsbury, Scotton and Barnes. The Adelaide team now stand at 48 runs for seven wickets.: [286, 210, 416, 286]
- money-to-lend-2: MONEY TO LEND on approved Freehold security.: [836, 964, 965, 982]
- borough-date: Napier, 4th November, 1884.: [567, 1051, 653, 1061]
- merino-count: 2000: [836, 147, 881, 173]
- hb4-text: I HEREBY give notice that the following persons have been duly nominated as Candidates for Election as Members of the County Council of Hawke's Bay, for the Meanee Riding:—MR GEORGE RYMER, MR HENRY ARMSTRONG.: [561, 794, 690, 845]
- nfm-text: NOTICE is hereby given, that in terms of the Articles of Association, the ANNUAL GENERAL MEETING of the Company will be held in the Chamber of Commerce, Bond-street, Dunedin, on WEDNESDAY, 19th day of NOVEMBER, 1884, at 2 o'clock p.m.: [561, 337, 690, 396]
- divider: [974, 549, 1102, 550]
- bf-received: [Received November 4, 1.35 a.m.]: [163, 883, 265, 893]
- orange-lodges-sign: A. DAVIDSON, Secretary to Committee.: [427, 879, 549, 889]
- sydney-heading: SYDNEY.: [332, 149, 370, 160]
- totalisators-sub: A Rare Opportunity.: [870, 221, 930, 231]
- paragraph: For years the world has accepted Warner's Safe Cure as the best cordial, tonic, and invigorator ever given to the public. A fact well worthy of note is that, having a few of the symptoms, any one should at once begin its use. All druggists.—[Advt.]: [149, 587, 278, 646]
- col3-paras2: [287, 89, 415, 146]
